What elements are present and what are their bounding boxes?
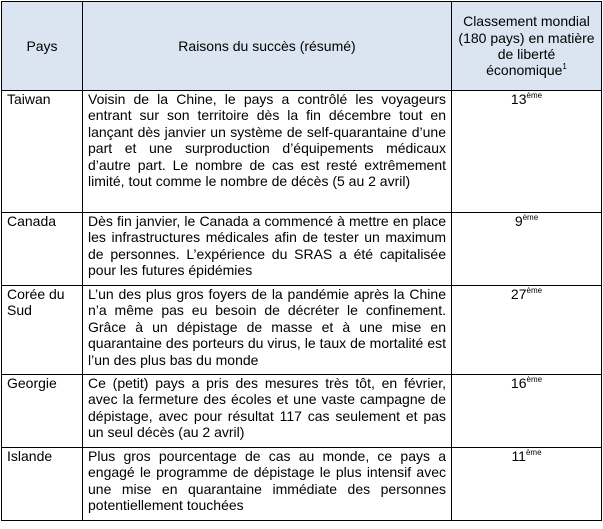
table-row — [2, 286, 602, 375]
header-row — [2, 2, 602, 91]
reasons-cell: Voisin de la Chine, le pays a contrôlé les voyageurs entrant sur son territoire dès la fin décembre tout en lançant dès janvier un système de self-quarantaine d’une part et une surproduction d’équipements médicaux d’autre part. Le nombre de cas est resté extrêmement limité, tout comme le nombre de décès (5 au 2 avril) — [83, 91, 452, 213]
header-ranking — [452, 2, 602, 91]
rank-value: 11 — [511, 448, 526, 464]
rank-cell — [452, 213, 602, 286]
rank-value: 9 — [514, 213, 523, 229]
reasons-cell: Plus gros pourcentage de cas au monde, ce pays a engagé le programme de dépistage le plus intensif avec une mise en quarantaine immédiate des personnes potentiellement touchées — [83, 448, 452, 521]
header-ranking-text: Classement mondial (180 pays) en matière de liberté économique — [458, 13, 595, 79]
reasons-cell: L’un des plus gros foyers de la pandémie après la Chine n’a même pas eu besoin de décréter le confinement. Grâce à un dépistage de masse et à une mise en quarantaine des porteurs du virus, le taux de mortalité est l’un des plus bas du monde — [83, 286, 452, 375]
success-table — [1, 1, 602, 521]
rank-suffix: ème — [526, 91, 543, 100]
rank-suffix: ème — [525, 448, 542, 457]
table-row — [2, 375, 602, 448]
rank-suffix: ème — [522, 213, 539, 222]
reasons-cell: Ce (petit) pays a pris des mesures très tôt, en février, avec la fermeture des écoles et une vaste campagne de dépistage, avec pour résultat 117 cas seulement et pas un seul décès (au 2 avril) — [83, 375, 452, 448]
rank-suffix: ème — [526, 286, 543, 295]
country-cell: Canada — [2, 213, 83, 286]
country-cell: Corée du Sud — [2, 286, 83, 375]
table-row — [2, 91, 602, 213]
rank-cell — [452, 375, 602, 448]
rank-suffix: ème — [526, 375, 543, 384]
table-row — [2, 213, 602, 286]
header-country: Pays — [2, 2, 83, 91]
rank-cell — [452, 91, 602, 213]
country-cell: Islande — [2, 448, 83, 521]
rank-value: 16 — [510, 375, 527, 391]
reasons-cell: Dès fin janvier, le Canada a commencé à mettre en place les infrastructures médicales afin de tester un maximum de personnes. L’expérience du SRAS a été capitalisée pour les futures épidémies — [83, 213, 452, 286]
rank-cell — [452, 286, 602, 375]
header-ranking-footnote: 1 — [562, 62, 567, 72]
rank-value: 27 — [510, 286, 527, 302]
rank-cell — [452, 448, 602, 521]
rank-value: 13 — [510, 91, 527, 107]
table-row — [2, 448, 602, 521]
country-cell: Taiwan — [2, 91, 83, 213]
header-reasons: Raisons du succès (résumé) — [83, 2, 452, 91]
country-cell: Georgie — [2, 375, 83, 448]
